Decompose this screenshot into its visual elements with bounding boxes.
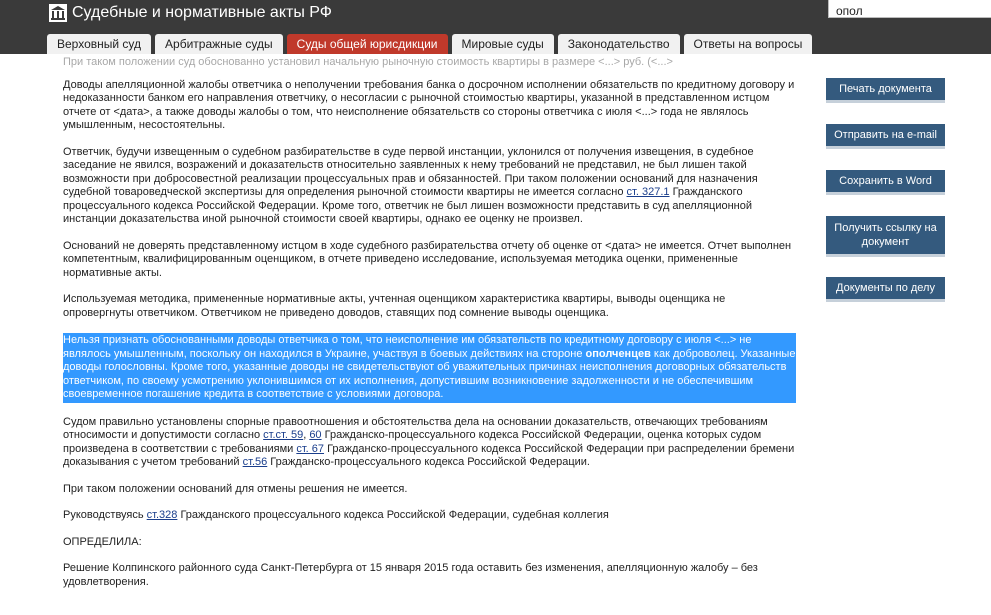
text-segment: Судом правильно установлены спорные правоотношения и обстоятельства дела на основании доказательств, отвечающих требованиям относимости и допустимости согласно [63, 415, 768, 441]
main-nav [47, 34, 816, 54]
paragraph: Оснований не доверять представленному истцом в ходе судебного разбирательства отчету об оценке от <дата> не имеется. Отчет выполнен компетентным, квалифицированным оценщиком, в отчете приведено исследование, используемая методика оценки, примененные нормативные акты. [63, 239, 792, 279]
paragraph: При таком положении оснований для отмены решения не имеется. [63, 482, 408, 495]
tab-arbitration-courts[interactable]: Арбитражные суды [155, 34, 283, 54]
text-segment: Руководствуясь [63, 509, 147, 521]
text-segment: Гражданского процессуального кодекса Российской Федерации, судебная коллегия [177, 509, 609, 521]
paragraph: Доводы апелляционной жалобы ответчика о неполучении требования банка о досрочном исполнении обязательств по кредитному договору и недоказанности банком его направления ответчику, о несогласии с рыночной стоимостью квартиры, указанной в представленном истцом отчете от <дата>, а также доводы жалобы о том, что неисполнение обязательств со стороны ответчика с июля <...> года не являлось умышленным, несостоятельны. [63, 78, 795, 131]
document-text [63, 56, 796, 602]
tab-magistrate-courts[interactable]: Мировые суды [452, 34, 554, 54]
law-link[interactable]: ст.328 [146, 509, 178, 521]
text-segment: Гражданско-процессуального кодекса Российской Федерации, оценка которых судом произведена в соответствии с требованиями [63, 429, 762, 455]
search-input[interactable]: опол [828, 0, 991, 18]
courthouse-icon[interactable] [48, 3, 68, 23]
search-match: ополченцев [585, 347, 651, 360]
selected-paragraph [63, 333, 796, 403]
paragraph [63, 416, 796, 470]
tab-qa[interactable]: Ответы на вопросы [684, 34, 813, 54]
law-link[interactable]: 60 [309, 429, 322, 441]
site-header [0, 0, 991, 54]
tab-legislation[interactable]: Законодательство [558, 34, 680, 54]
site-title[interactable]: Судебные и нормативные акты РФ [72, 4, 332, 21]
paragraph [63, 146, 796, 227]
save-word-button[interactable]: Сохранить в Word [826, 170, 945, 195]
paragraph [63, 509, 796, 523]
text-segment: Нельзя признать обоснованными доводы ответчика о том, что неисполнение им обязательств по кредитному договору с июля <...> не являлось умышленным, поскольку он находился в Украине, участвуя в боевых действиях на стороне [63, 334, 752, 360]
document-actions [826, 78, 945, 323]
send-email-button[interactable]: Отправить на e-mail [826, 124, 945, 149]
paragraph: ОПРЕДЕЛИЛА: [63, 535, 142, 548]
text-segment: как доброволец. Указанные доводы голословны. Кроме того, указанные доводы не свидетельствуют об уважительных причинах неисполнения договорных обязательств ответчиком, по своему усмотрению уклонившимся от их исполнения, допустившим возникновение задолженности и не обеспечившим своевременное погашение кредита в соответствие с условиями договора. [63, 347, 796, 400]
tab-supreme-court[interactable]: Верховный суд [47, 34, 151, 54]
paragraph: Используемая методика, примененные нормативные акты, учтенная оценщиком характеристика квартиры, выводы оценщика не опровергнуты ответчиком. Ответчиком не приведено доводов, ставящих под сомнение выводы оценщика. [63, 293, 726, 319]
law-link[interactable]: ст. 327.1 [626, 186, 670, 198]
tab-general-courts[interactable]: Суды общей юрисдикции [287, 34, 448, 54]
paragraph-faded: При таком положении суд обоснованно установил начальную рыночную стоимость квартиры в размере <...> руб. (<...> [63, 56, 673, 68]
law-link[interactable]: ст. 67 [296, 442, 325, 455]
case-documents-button[interactable]: Документы по делу [826, 277, 945, 302]
law-link[interactable]: ст.ст. 59 [263, 429, 304, 441]
text-segment: Гражданско-процессуального кодекса Российской Федерации при распределении бремени доказывания с учетом требований [63, 442, 795, 468]
text-segment: Ответчик, будучи извещенным о судебном разбирательстве в суде первой инстанции, уклонился от получения извещения, в судебное заседание не явился, возражений и доказательств относительно заявленных к нему требований не представил, не был лишен такой возможности при добросовестной реализации процессуальных прав и обязанностей. При таком положении оснований для назначения судебной товароведческой экспертизы для определения рыночной стоимости квартиры не имеется согласно [63, 145, 758, 198]
text-segment: , [303, 429, 310, 441]
text-segment: Гражданского процессуального кодекса Российской Федерации. Кроме того, ответчик не был лишен возможности представить в суд апелляционной инстанции доказательства иной рыночной стоимости своей квартиры, однако ее оценку не произвел. [63, 186, 753, 225]
print-document-button[interactable]: Печать документа [826, 78, 945, 103]
text-segment: Гражданско-процессуального кодекса Российской Федерации. [267, 456, 590, 468]
get-link-button[interactable]: Получить ссылку на документ [826, 216, 945, 257]
paragraph: Решение Колпинского районного суда Санкт-Петербурга от 15 января 2015 года оставить без изменения, апелляционную жалобу – без удовлетворения. [63, 562, 758, 588]
law-link[interactable]: ст.56 [242, 456, 268, 468]
